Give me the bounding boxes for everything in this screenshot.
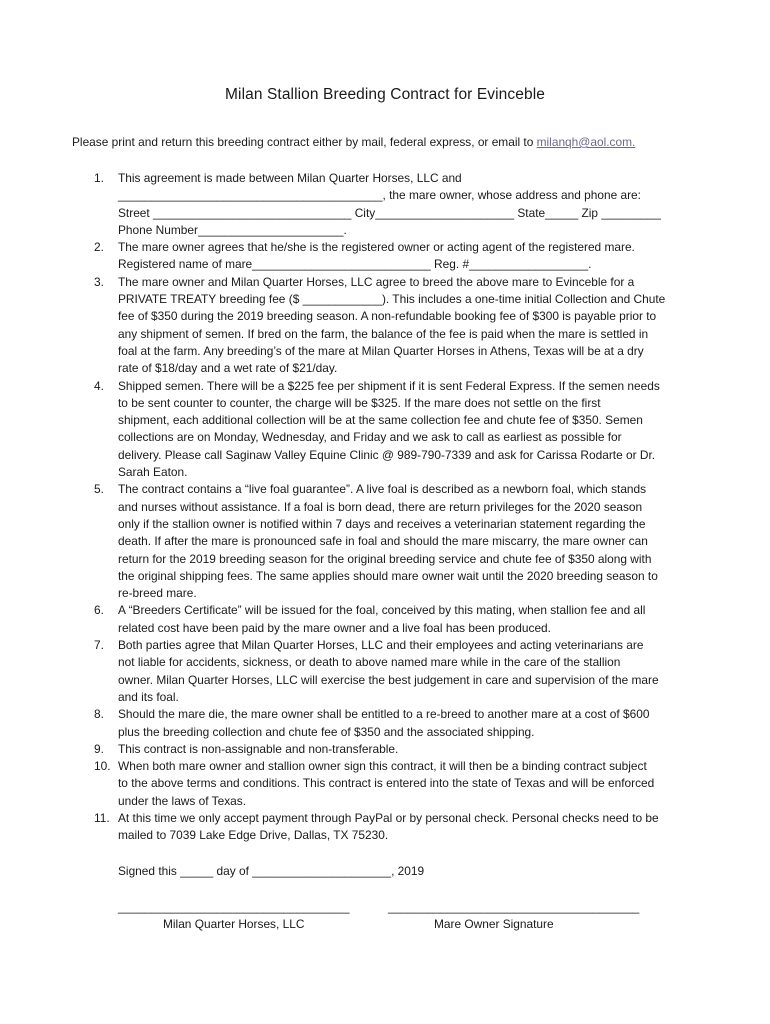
list-item-line: Shipped semen. There will be a $225 fee per shipment if it is sent Federal Express. If the semen needs — [118, 378, 660, 393]
list-item-line: At this time we only accept payment through PayPal or by personal check. Personal checks need to be — [118, 810, 659, 825]
list-item-line: The mare owner and Milan Quarter Horses, LLC agree to breed the above mare to Evinceble for a — [118, 274, 635, 289]
list-item-number: 7. — [94, 638, 104, 653]
list-item-line: mailed to 7039 Lake Edge Drive, Dallas, TX 75230. — [118, 828, 389, 843]
list-item — [0, 637, 770, 706]
list-item-line: related cost have been paid by the mare owner and a live foal has been produced. — [118, 620, 551, 635]
right-signature-line: ______________________________________ — [388, 900, 640, 914]
list-item-line: PRIVATE TREATY breeding fee ($ ____________). This includes a one-time initial Collection and Chute — [118, 292, 666, 307]
list-item-line: Phone Number______________________. — [118, 222, 347, 237]
list-item-line: Street ______________________________ City_____________________ State_____ Zip _________ — [118, 205, 661, 220]
list-item-line: re-breed mare. — [118, 586, 197, 601]
list-item-line: The mare owner agrees that he/she is the registered owner or acting agent of the registered mare. — [118, 240, 635, 255]
list-item-number: 11. — [94, 810, 110, 825]
list-item-line: shipment, each additional collection will be at the same collection fee and chute fee of $350. Semen — [118, 413, 643, 428]
list-item-line: When both mare owner and stallion owner sign this contract, it will then be a binding contract subject — [118, 759, 647, 774]
list-item-line: death. If after the mare is pronounced safe in foal and should the mare miscarry, the mare owner can — [118, 534, 648, 549]
list-item-line: rate of $18/day and a wet rate of $21/day. — [118, 361, 338, 376]
left-signature-label: Milan Quarter Horses, LLC — [163, 917, 305, 931]
list-item-number: 5. — [94, 482, 104, 497]
list-item-line: delivery. Please call Saginaw Valley Equine Clinic @ 989-790-7339 and ask for Carissa Rodarte or Dr. — [118, 447, 656, 462]
list-item — [0, 758, 770, 810]
right-signature-label: Mare Owner Signature — [434, 917, 554, 931]
list-item-line: only if the stallion owner is notified within 7 days and receives a veterinarian statement regarding the — [118, 516, 646, 531]
list-item — [0, 810, 770, 845]
list-item-number: 3. — [94, 274, 104, 289]
list-item-number: 8. — [94, 707, 104, 722]
terms-list — [0, 170, 770, 845]
list-item-line: plus the breeding collection and chute fee of $350 and the associated shipping. — [118, 724, 535, 739]
document-title: Milan Stallion Breeding Contract for Evinceble — [225, 86, 545, 103]
list-item-line: foal at the farm. Any breeding’s of the mare at Milan Quarter Horses in Athens, Texas will be at a dry — [118, 343, 644, 358]
list-item-line: and its foal. — [118, 689, 179, 704]
list-item-line: Registered name of mare___________________________ Reg. #__________________. — [118, 257, 592, 272]
list-item-line: Should the mare die, the mare owner shall be entitled to a re-breed to another mare at a cost of $600 — [118, 707, 650, 722]
list-item-number: 10. — [94, 759, 111, 774]
list-item-number: 2. — [94, 240, 104, 255]
list-item-number: 9. — [94, 741, 104, 756]
list-item-line: The contract contains a “live foal guarantee”. A live foal is described as a newborn foal, which stands — [118, 482, 647, 497]
left-signature-line: ___________________________________ — [118, 900, 350, 914]
list-item-line: collections are on Monday, Wednesday, and Friday and we ask to call as earliest as possible for — [118, 430, 622, 445]
list-item-line: owner. Milan Quarter Horses, LLC will exercise the best judgement in care and supervision of the mare — [118, 672, 659, 687]
list-item-line: the original shipping fees. The same applies should mare owner wait until the 2020 breeding season to — [118, 568, 658, 583]
list-item-line: fee of $350 during the 2019 breeding season. A non-refundable booking fee of $300 is payable prior to — [118, 309, 657, 324]
list-item — [0, 274, 770, 378]
list-item — [0, 602, 770, 637]
intro-text: Please print and return this breeding contract either by mail, federal express, or email to — [72, 135, 537, 149]
list-item — [0, 741, 770, 758]
list-item-line: Both parties agree that Milan Quarter Horses, LLC and their employees and acting veterinarians are — [118, 638, 644, 653]
list-item-line: return for the 2019 breeding season for the original breeding service and chute fee of $350 along with — [118, 551, 652, 566]
signed-date-line: Signed this _____ day of _____________________, 2019 — [118, 864, 425, 878]
list-item-line: to be sent counter to counter, the charge will be $325. If the mare does not settle on the first — [118, 395, 601, 410]
list-item-number: 6. — [94, 603, 104, 618]
list-item-line: under the laws of Texas. — [118, 793, 247, 808]
list-item-line: ________________________________________, the mare owner, whose address and phone are: — [118, 188, 641, 203]
list-item-line: This contract is non-assignable and non-transferable. — [118, 741, 399, 756]
list-item-line: This agreement is made between Milan Quarter Horses, LLC and — [118, 171, 462, 185]
list-item — [0, 706, 770, 741]
list-item-line: A “Breeders Certificate” will be issued for the foal, conceived by this mating, when stallion fee and all — [118, 603, 646, 618]
list-item-number: 4. — [94, 378, 104, 393]
list-item — [0, 170, 770, 239]
list-item-line: to the above terms and conditions. This contract is entered into the state of Texas and will be enforced — [118, 776, 655, 791]
list-item-line: Sarah Eaton. — [118, 465, 188, 480]
intro-paragraph — [72, 135, 752, 149]
list-item — [0, 378, 770, 482]
email-link[interactable]: milanqh@aol.com. — [536, 135, 636, 149]
list-item — [0, 481, 770, 602]
list-item-number: 1. — [94, 171, 104, 185]
list-item — [0, 239, 770, 274]
list-item-line: and nurses without assistance. If a foal is born dead, there are return privileges for the 2020 season — [118, 499, 643, 514]
list-item-line: not liable for accidents, sickness, or death to above named mare while in the care of the stallion — [118, 655, 621, 670]
list-item-line: any shipment of semen. If bred on the farm, the balance of the fee is paid when the mare is settled in — [118, 326, 649, 341]
